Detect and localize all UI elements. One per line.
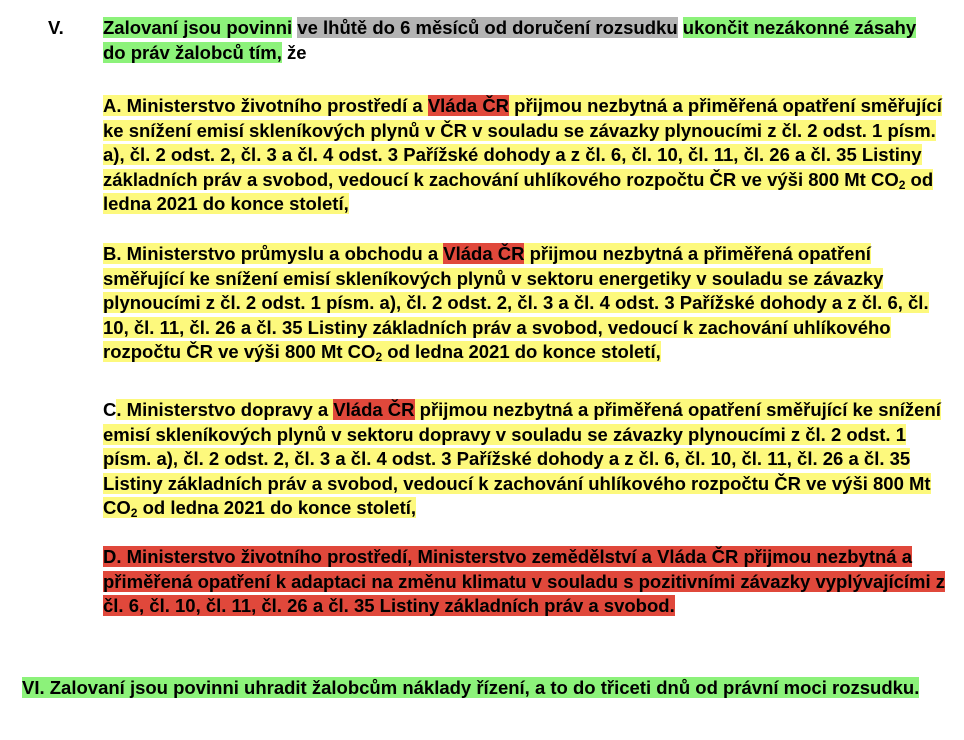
section-vi-text: VI. Zalovaní jsou povinni uhradit žalobcům náklady řízení, a to do třiceti dnů od právní moci rozsudku. [22,677,920,698]
paragraph-b-body: přijmou nezbytná a přiměřená opatření směřující ke snížení emisí skleníkových plynů v sektoru energetiky v souladu se závazky plynoucími z čl. 2 odst. 1 písm. a), čl. 2 odst. 2, čl. 3 a čl. 4 odst. 3 Pařížské dohody a z čl. 6, čl. 10, čl. 11, čl. 26 a čl. 35 Listiny základních práv a svobod, vedoucí k zachování uhlíkového rozpočtu ČR ve výši 800 Mt CO [103,243,929,362]
section-v-part1: Zalovaní jsou povinni [103,17,293,38]
paragraph-a [103,94,953,217]
paragraph-c [103,398,953,521]
paragraph-b-lead: B. Ministerstvo průmyslu a obchodu a [103,243,444,264]
paragraph-a-lead: A. Ministerstvo životního prostředí a [103,95,428,116]
paragraph-c-government: Vláda ČR [333,399,415,420]
paragraph-c-letter: C [103,399,117,420]
paragraph-c-lead: . Ministerstvo dopravy a [116,399,334,420]
paragraph-c-tail: od ledna 2021 do konce století, [137,497,417,518]
section-v-text [103,16,943,65]
paragraph-c-subscript: 2 [130,506,138,520]
paragraph-d [103,545,953,619]
paragraph-b [103,242,953,365]
section-vi [22,676,942,701]
paragraph-a-subscript: 2 [898,177,906,192]
paragraph-b-tail: od ledna 2021 do konce století, [382,341,661,362]
paragraph-a-government: Vláda ČR [427,95,510,116]
section-v-number: V. [48,17,64,38]
paragraph-b-subscript: 2 [375,350,383,364]
paragraph-a-tail: od ledna 2021 do konce století, [103,168,934,214]
section-v-deadline: ve lhůtě do 6 měsíců od doručení rozsudku [297,17,678,38]
paragraph-d-text: D. Ministerstvo životního prostředí, Ministerstvo zemědělství a Vláda ČR přijmou nezbytná a přiměřená opatření k adaptaci na změnu klimatu v souladu s pozitivními závazky vyplývajícími z čl. 6, čl. 10, čl. 11, čl. 26 a čl. 35 Listiny základních práv a svobod. [103,546,946,616]
section-v-part4: že [281,41,307,63]
paragraph-b-government: Vláda ČR [443,243,525,264]
paragraph-c-body: přijmou nezbytná a přiměřená opatření směřující ke snížení emisí skleníkových plynů v sektoru dopravy v souladu se závazky plynoucími z čl. 2 odst. 1 písm. a), čl. 2 odst. 2, čl. 3 a čl. 4 odst. 3 Pařížské dohody a z čl. 6, čl. 10, čl. 11, čl. 26 a čl. 35 Listiny základních práv a svobod, vedoucí k zachování uhlíkového rozpočtu ČR ve výši 800 Mt CO [103,399,941,518]
paragraph-a-body: přijmou nezbytná a přiměřená opatření směřující ke snížení emisí skleníkových plynů v ČR v souladu se závazky plynoucími z čl. 2 odst. 1 písm. a), čl. 2 odst. 2, čl. 3 a čl. 4 odst. 3 Pařížské dohody a z čl. 6, čl. 10, čl. 11, čl. 26 a čl. 35 Listiny základních práv a svobod, vedoucí k zachování uhlíkového rozpočtu ČR ve výši 800 Mt CO [103,95,942,190]
section-v-part3: ukončit nezákonné zásahy do práv žalobců tím, [103,17,917,63]
